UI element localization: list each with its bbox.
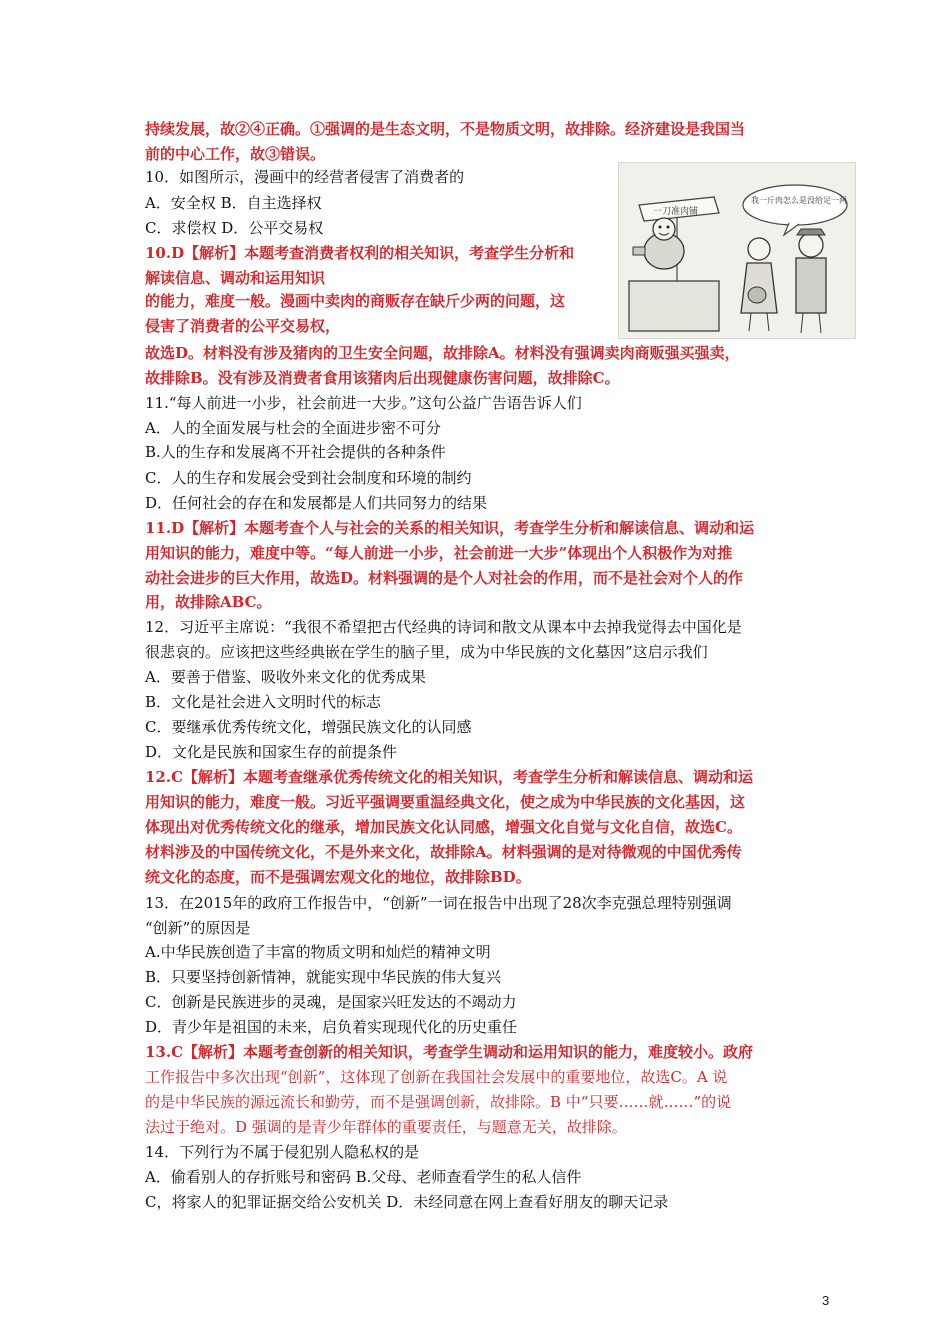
text-line: 统文化的态度，而不是强调宏观文化的地位，故排除BD。 bbox=[145, 868, 531, 886]
text-line: A.中华民族创造了丰富的物质文明和灿烂的精神文明 bbox=[145, 943, 491, 961]
text-line: A．偷看别人的存折账号和密码 B.父母、老师查看学生的私人信件 bbox=[145, 1168, 582, 1186]
text-line: C，将家人的犯罪证据交给公安机关 D．未经同意在网上查看好朋友的聊天记录 bbox=[145, 1193, 669, 1211]
text-line: C．要继承优秀传统文化，增强民族文化的认同感 bbox=[145, 718, 472, 736]
text-line: C．人的生存和发展会受到社会制度和环境的制约 bbox=[145, 469, 472, 487]
text-line: 用，故排除ABC。 bbox=[145, 593, 272, 611]
text-line: C．创新是民族进步的灵魂，是国家兴旺发达的不竭动力 bbox=[145, 993, 517, 1011]
text-line: “创新”的原因是 bbox=[145, 919, 251, 937]
text-line: C．求偿权 D．公平交易权 bbox=[145, 219, 324, 237]
text-line: D．任何社会的存在和发展都是人们共同努力的结果 bbox=[145, 494, 488, 512]
text-line: 很悲哀的。应该把这些经典嵌在学生的脑子里，成为中华民族的文化墓因”这启示我们 bbox=[145, 643, 708, 661]
text-line: A．人的全面发展与杜会的全面进步密不可分 bbox=[145, 419, 441, 437]
text-line: A．要善于借鉴、吸收外来文化的优秀成果 bbox=[145, 668, 426, 686]
text-line: 的是中华民族的源远流长和勤劳，而不是强调创新，故排除。B 中“只要……就……”的说 bbox=[145, 1093, 732, 1111]
text-line: B．只要坚持创新情神，就能实现中华民族的伟大复兴 bbox=[145, 968, 502, 986]
text-line: 材料涉及的中国传统文化，不是外来文化，故排除A。材料强调的是对待微观的中国优秀传 bbox=[145, 843, 742, 861]
page-number: 3 bbox=[822, 1293, 830, 1308]
text-line: 持续发展，故②④正确。①强调的是生态文明，不是物质文明，故排除。经济建设是我国当 bbox=[145, 120, 746, 138]
text-line: 动社会进步的巨大作用，故选D。材料强调的是个人对社会的作用，而不是社会对个人的作 bbox=[145, 569, 744, 587]
text-line: B．文化是社会进入文明时代的标志 bbox=[145, 693, 382, 711]
text-line: 12．习近平主席说：“我很不希望把古代经典的诗词和散文从课本中去掉我觉得去中国化是 bbox=[145, 618, 742, 636]
text-line: A．安全权 B．自主选择权 bbox=[145, 194, 322, 212]
text-line: 体现出对优秀传统文化的继承，增加民族文化认同感，增强文化自觉与文化自信，故选C。 bbox=[145, 818, 742, 836]
cartoon-sign: 一刀准肉铺 bbox=[653, 207, 699, 217]
text-line: 前的中心工作，故③错误。 bbox=[145, 145, 326, 163]
text-line: D．青少年是祖国的未来，启负着实现现代化的历史重任 bbox=[145, 1018, 518, 1036]
cartoon-illustration bbox=[618, 162, 856, 339]
text-line: 故选D。材料没有涉及猪肉的卫生安全问题，故排除A。材料没有强调卖肉商贩强买强卖， bbox=[145, 344, 740, 362]
text-line: 12.C【解析】本题考查继承优秀传统文化的相关知识，考查学生分析和解读信息、调动和运 bbox=[145, 768, 754, 786]
text-line: 13．在2015年的政府工作报告中，“创新”一词在报告中出现了28次李克强总理特别强调 bbox=[145, 894, 732, 912]
text-line: 法过于绝对。D 强调的是青少年群体的重要责任，与题意无关，故排除。 bbox=[145, 1118, 627, 1136]
cartoon-speech: 我一斤肉怎么是没给足一两 bbox=[751, 196, 847, 205]
text-line: 故排除B。没有涉及消费者食用该猪肉后出现健康伤害问题，故排除C。 bbox=[145, 369, 620, 387]
text-line: 11.“每人前进一小步，社会前进一大步。”这句公益广告语告诉人们 bbox=[145, 394, 582, 412]
text-line: 用知识的能力，难度一般。习近平强调要重温经典文化，使之成为中华民族的文化基因，这 bbox=[145, 793, 746, 811]
text-line: 用知识的能力，难度中等。“每人前进一小步，社会前进一大步”体现出个人积极作为对推 bbox=[145, 544, 733, 562]
text-line: 10．如图所示，漫画中的经营者侵害了消费者的 bbox=[145, 168, 465, 186]
text-line: 解读信息、调动和运用知识 bbox=[145, 269, 326, 287]
text-line: 的能力，难度一般。漫画中卖肉的商贩存在缺斤少两的问题，这 bbox=[145, 292, 566, 310]
text-line: 11.D【解析】本题考查个人与社会的关系的相关知识，考查学生分析和解读信息、调动和运 bbox=[145, 519, 755, 537]
text-line: 13.C【解析】本题考查创新的相关知识，考查学生调动和运用知识的能力，难度较小。政府 bbox=[145, 1043, 754, 1061]
cartoon-drawing bbox=[619, 163, 855, 338]
text-line: 工作报告中多次出现“创新”，这体现了创新在我国社会发展中的重要地位，故选C。A 说 bbox=[145, 1068, 728, 1086]
text-line: B.人的生存和发展离不开社会提供的各种条件 bbox=[145, 443, 446, 461]
text-line: 10.D【解析】本题考查消费者权利的相关知识，考查学生分析和 bbox=[145, 244, 575, 262]
text-line: 侵害了消费者的公平交易权， bbox=[145, 317, 341, 335]
text-line: 14．下列行为不属于侵犯别人隐私权的是 bbox=[145, 1143, 420, 1161]
text-line: D．文化是民族和国家生存的前提条件 bbox=[145, 743, 398, 761]
